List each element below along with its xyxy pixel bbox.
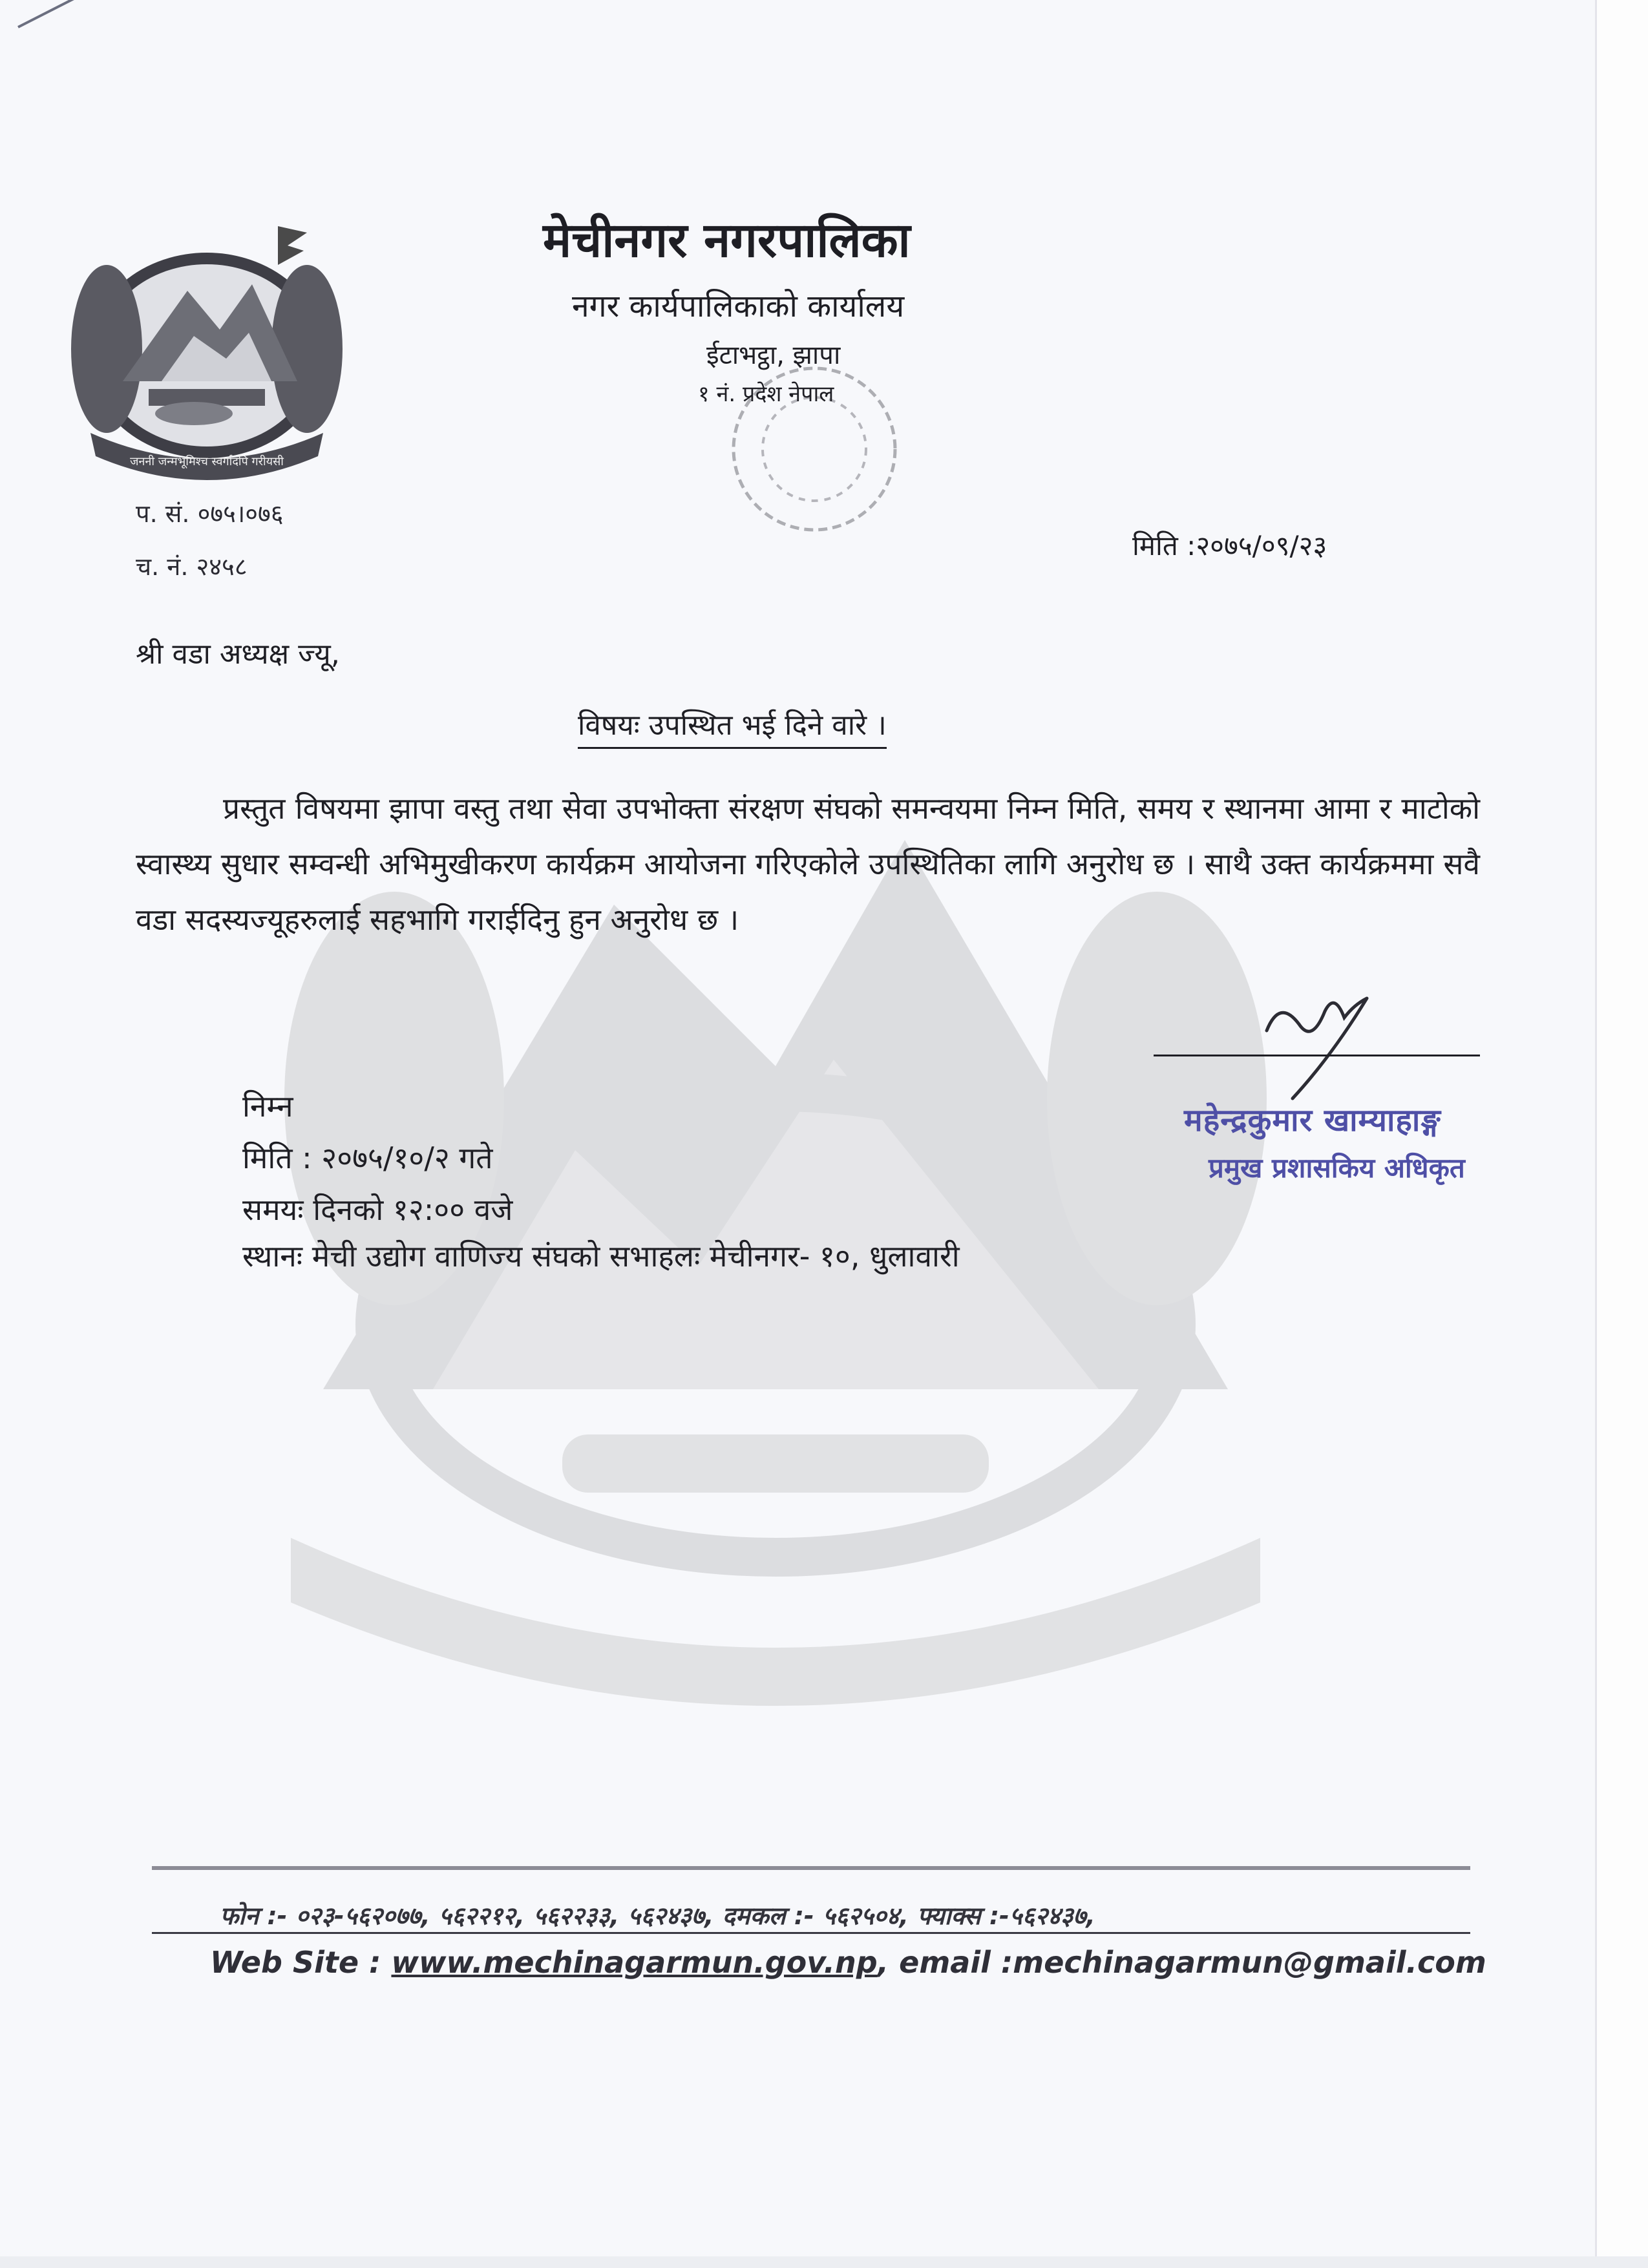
office-city: ईटाभट्ठा, झापा [706,341,841,370]
footer-contact [210,1945,1486,1980]
email-text: , email :mechinagarmun@gmail.com [877,1945,1486,1980]
scan-bottom-edge [0,2256,1648,2268]
scan-edge [1595,0,1648,2268]
nepal-emblem-icon [65,220,349,485]
event-time: समयः दिनको १२:०० वजे [242,1192,513,1227]
signatory-name-stamp: महेन्द्रकुमार खाम्याहाङ्ग [1184,1102,1441,1139]
event-date: मिति : २०७५/१०/२ गते [242,1140,493,1175]
website-link[interactable]: www.mechinagarmun.gov.np [391,1945,878,1980]
footer-rule-top [152,1866,1470,1870]
signature-icon [1254,985,1389,1102]
letter-body: प्रस्तुत विषयमा झापा वस्तु तथा सेवा उपभोक्ता संरक्षण संघको समन्वयमा निम्न मिति, समय र स्थानमा आमा र माटोको स्वास्थ्य सुधार सम्वन्धी अभिमुखीकरण कार्यक्रम आयोजना गरिएकोले उपस्थितिका लागि अनुरोध छ । साथै उक्त कार्यक्रममा सवै वडा सदस्यज्यूहरुलाई सहभागि गराईदिनु हुन अनुरोध छ । [136,791,1480,937]
municipality-title: मेचीनगर नगरपालिका [543,213,911,268]
web-label: Web Site : [210,1945,392,1980]
emblem-motto: जननी जन्मभूमिश्च स्वर्गादपि गरीयसी [130,455,284,468]
reference-number: प. सं. ०७५।०७६ [136,499,284,528]
event-place: स्थानः मेची उद्योग वाणिज्य संघको सभाहलः मेचीनगर- १०, धुलावारी [242,1239,960,1274]
footer-rule-bottom [152,1932,1470,1934]
subject-line: विषयः उपस्थित भई दिने वारे । [578,704,887,749]
dispatch-number: च. नं. २४५८ [136,552,248,581]
letter-date: मिति :२०७५/०९/२३ [1132,530,1327,562]
pen-mark [17,0,82,28]
office-province: १ नं. प्रदेश नेपाल [698,381,834,407]
details-heading: निम्न [242,1089,293,1124]
office-name: नगर कार्यपालिकाको कार्यालय [572,288,905,324]
signatory-designation-stamp: प्रमुख प्रशासकिय अधिकृत [1209,1152,1465,1184]
addressee: श्री वडा अध्यक्ष ज्यू, [136,638,340,671]
footer-phone-numbers: फोन :- ०२३-५६२०७७, ५६२२१२, ५६२२३३, ५६२४३७, दमकल :- ५६२५०४, फ्याक्स :-५६२४३७, [220,1902,1095,1930]
signature-line [1154,1055,1480,1056]
